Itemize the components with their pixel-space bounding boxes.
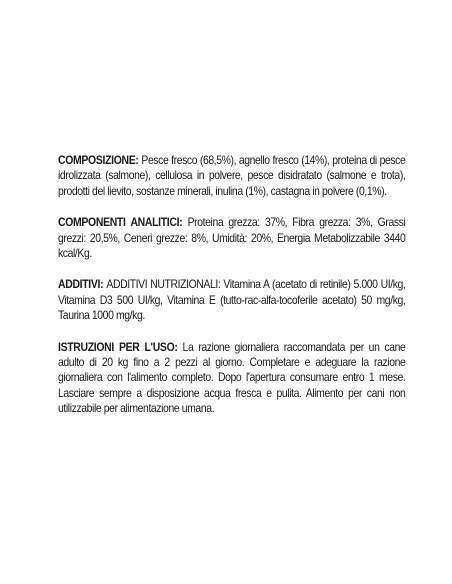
section-heading: ADDITIVI:: [58, 278, 107, 292]
section-componenti-analitici: [58, 215, 405, 261]
section-body: La razione giornaliera raccomandata per un cane adulto di 20 kg fino a 2 pezzi al giorno. Completare e adeguare la razione giornaliera con l'alimento completo. Dopo l'apertura consumare entro 1 mese. Lasciare sempre a disposizione acqua fresca e pulita. Alimento per cani non utilizzabile per alimentazione umana.: [58, 340, 406, 416]
section-body: Pesce fresco (68,5%), agnello fresco (14%), proteina di pesce idrolizzata (salmone), cellulosa in polvere, pesce disidratato (salmone e trota), prodotti del lievito, sostanze minerali, inulina (1%), castagna in polvere (0,1%).: [58, 154, 406, 198]
section-body: ADDITIVI NUTRIZIONALI: Vitamina A (acetato di retinile) 5.000 UI/kg, Vitamina D3 500 UI/kg, Vitamina E (tutto-rac-alfa-tocoferile acetato) 50 mg/kg, Taurina 1000 mg/kg.: [58, 278, 406, 323]
section-heading: ISTRUZIONI PER L'USO:: [58, 340, 183, 354]
section-heading: COMPOSIZIONE:: [58, 154, 142, 167]
section-heading: COMPONENTI ANALITICI:: [58, 216, 188, 230]
section-composizione: [58, 153, 405, 199]
product-label-text: [58, 153, 406, 433]
section-additivi: [58, 277, 405, 323]
section-istruzioni-uso: [58, 340, 405, 417]
section-body: Proteina grezza: 37%, Fibra grezza: 3%, Grassi grezzi: 20,5%, Ceneri grezze: 8%, Umidità: 20%, Energia Metabolizzabile 3440 kcal/Kg.: [58, 216, 406, 261]
